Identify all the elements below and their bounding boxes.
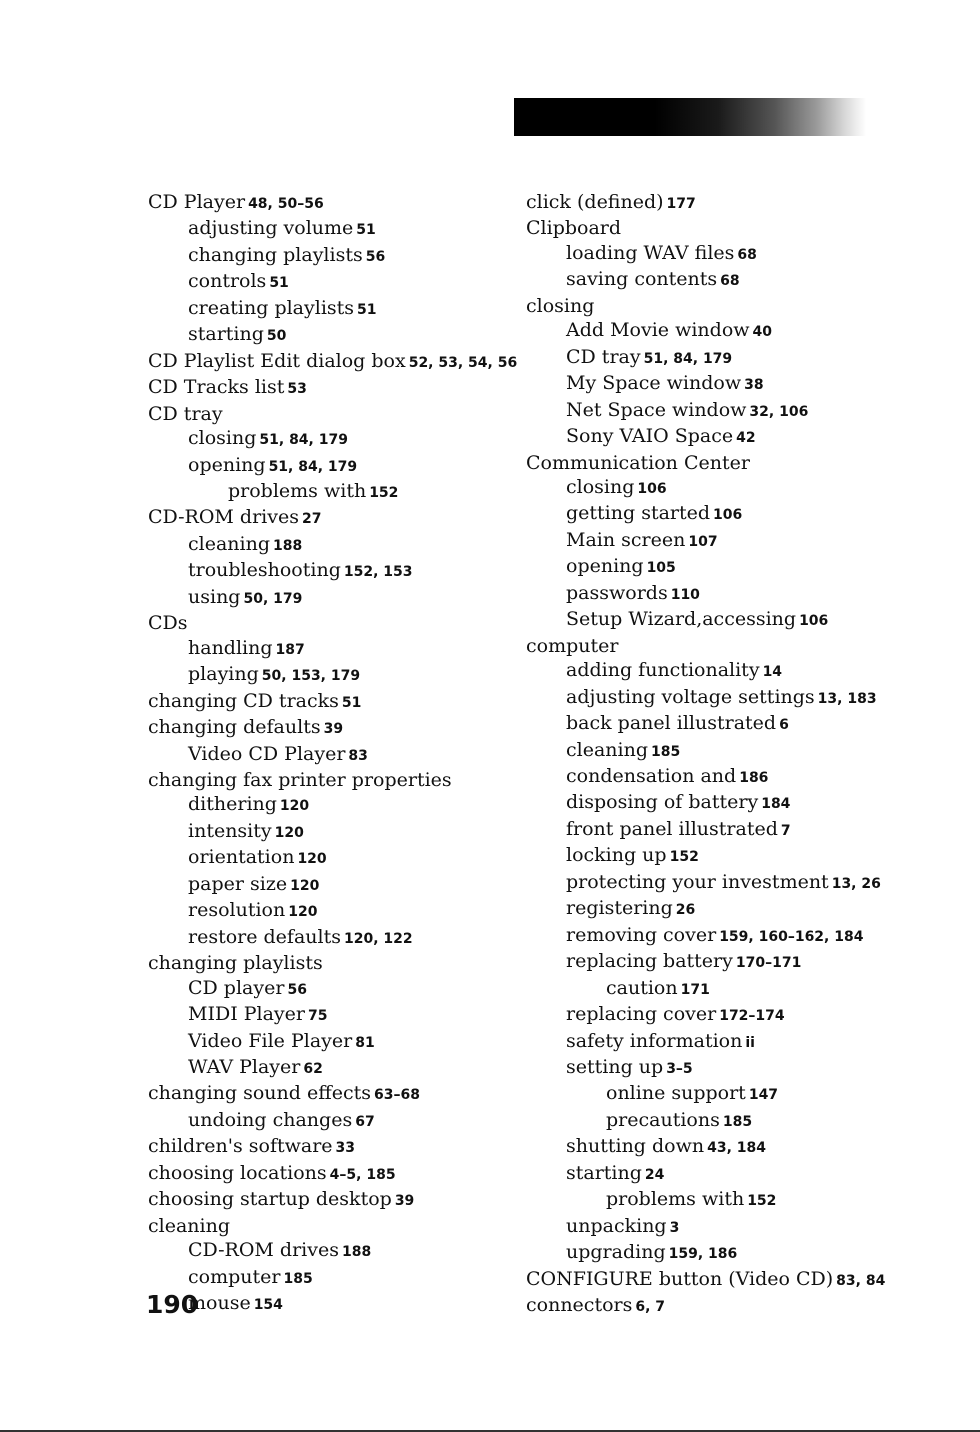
index-term: online support [606,1082,746,1105]
index-term: changing defaults [148,716,321,739]
index-term: protecting your investment [566,870,829,893]
index-page-refs: 51, 84, 179 [259,432,348,449]
index-entry [526,1108,976,1134]
index-entry [148,1161,508,1187]
index-term: troubleshooting [188,559,341,582]
index-column-right [526,190,976,1319]
index-page-refs: 4–5, 185 [329,1166,396,1183]
index-entry [148,1291,508,1317]
index-term: cleaning [188,532,271,555]
index-entry [526,817,976,843]
index-page-refs: 56 [365,248,386,265]
index-term: problems with [228,479,367,502]
index-term: children's software [148,1135,333,1158]
index-page-refs: 147 [748,1087,779,1104]
index-entry [148,532,508,558]
index-term: opening [188,453,266,476]
index-page-refs: 3 [669,1219,680,1236]
index-entry [148,1134,508,1160]
index-entry [148,689,508,715]
index-entry [148,585,508,611]
index-page-refs: 24 [644,1166,665,1183]
index-term: Net Space window [566,398,747,421]
index-page-refs: 39 [323,721,344,738]
index-entry [526,1002,976,1028]
index-page-refs: 68 [720,273,740,290]
index-entry [148,296,508,322]
index-entry [148,742,508,768]
index-page-refs: 172–174 [719,1008,785,1025]
index-entry [526,528,976,554]
index-entry [526,764,976,790]
index-entry [526,634,976,658]
index-term: computer [526,634,619,657]
index-entry [526,843,976,869]
index-entry [526,1187,976,1213]
index-entry [526,294,976,318]
index-entry [148,872,508,898]
index-term: CD tray [148,402,223,425]
index-entry [526,949,976,975]
index-page-refs: 185 [283,1270,313,1287]
index-page-refs: 51, 84, 179 [643,350,733,367]
index-term: Sony VAIO Space [566,425,734,448]
index-entry [148,951,508,975]
index-term: restore defaults [188,925,341,948]
index-page-refs: 38 [744,377,764,394]
index-page-refs: 6, 7 [635,1299,666,1316]
index-term: CD tray [566,345,641,368]
index-entry [148,1002,508,1028]
index-page-refs: 13, 26 [831,875,881,892]
index-page-refs: 83 [348,747,368,764]
index-page-refs: 171 [680,981,710,998]
index-entry [148,1029,508,1055]
index-page-refs: 185 [651,743,681,760]
index-page-refs: 51 [341,694,362,711]
index-entry [148,269,508,295]
index-term: replacing battery [566,950,733,973]
index-term: CD Tracks list [148,376,285,399]
index-page-refs: 184 [761,796,791,813]
index-term: resolution [188,899,286,922]
index-term: cleaning [566,738,649,761]
index-term: My Space window [566,372,742,395]
index-term: computer [188,1265,281,1288]
index-entry [148,426,508,452]
index-page-refs: 67 [355,1113,375,1130]
index-page-refs: 51, 84, 179 [268,458,358,475]
index-term: CD Playlist Edit dialog box [148,349,406,372]
index-page-refs: 50 [266,328,287,345]
index-page-refs: 120 [290,877,320,894]
index-page-refs: 120 [274,824,304,841]
index-page-refs: 152 [747,1193,777,1210]
index-entry [148,819,508,845]
index-term: changing CD tracks [148,689,339,712]
index-term: closing [526,294,595,317]
index-entry [148,402,508,426]
index-term: precautions [606,1108,720,1131]
index-page-refs: 40 [752,324,772,341]
index-term: handling [188,636,273,659]
index-entry [526,896,976,922]
index-term: Setup Wizard,accessing [566,608,797,631]
index-entry [526,267,976,293]
index-entry [148,1187,508,1213]
index-entry [526,711,976,737]
index-page-refs: 159, 160–162, 184 [719,928,864,945]
index-entry [148,216,508,242]
index-entry [526,923,976,949]
index-term: CD player [188,976,285,999]
index-entry [526,790,976,816]
index-entry [148,715,508,741]
index-entry [148,375,508,401]
index-page-refs: 50, 153, 179 [261,668,361,685]
index-term: click (defined) [526,191,664,213]
index-entry [526,1161,976,1187]
index-term: saving contents [566,268,718,291]
index-entry [526,738,976,764]
index-page-refs: 50, 179 [243,590,303,607]
index-page-refs: 13, 183 [817,690,877,707]
index-term: replacing cover [566,1003,717,1026]
index-entry [148,1265,508,1291]
index-entry [526,241,976,267]
index-entry [526,1029,976,1055]
index-term: CD-ROM drives [148,506,299,529]
index-term: choosing startup desktop [148,1188,392,1211]
index-entry [526,398,976,424]
index-term: dithering [188,793,277,816]
index-entry [148,1081,508,1107]
index-term: caution [606,976,678,999]
index-term: changing playlists [188,243,363,266]
index-term: adding functionality [566,659,760,682]
page-number: 190 [146,1290,199,1319]
index-term: closing [188,427,257,450]
index-page-refs: 6 [779,717,789,734]
index-term: CDs [148,612,188,635]
index-term: locking up [566,844,667,867]
index-term: Communication Center [526,451,750,474]
index-term: safety information [566,1029,743,1052]
index-term: Video File Player [188,1029,353,1052]
index-term: creating playlists [188,296,355,319]
index-term: connectors [526,1294,633,1317]
index-term: changing playlists [148,952,323,975]
index-entry [148,925,508,951]
index-entry [148,1238,508,1264]
index-page-refs: 51 [356,222,376,239]
index-page-refs: 120 [288,904,318,921]
index-term: CD Player [148,191,246,213]
index-term: MIDI Player [188,1003,305,1026]
index-term: adjusting voltage settings [566,685,815,708]
index-term: back panel illustrated [566,712,777,735]
index-entry [526,216,976,240]
index-page-refs: 120, 122 [343,930,413,947]
index-term: Video CD Player [188,742,346,765]
index-term: getting started [566,502,711,525]
index-term: paper size [188,872,288,895]
index-page-refs: 42 [736,430,756,447]
index-page-refs: 62 [303,1060,323,1077]
index-entry [148,898,508,924]
index-term: CONFIGURE button (Video CD) [526,1267,834,1290]
index-page-refs: 188 [273,537,303,554]
index-entry [526,1267,976,1293]
index-entry [148,1214,508,1238]
index-page-refs: 188 [341,1244,372,1261]
index-term: Add Movie window [566,319,750,342]
index-term: mouse [188,1292,251,1315]
index-entry [526,424,976,450]
index-entry [148,1108,508,1134]
index-term: CD-ROM drives [188,1239,339,1262]
index-column-left [148,190,518,1317]
index-term: cleaning [148,1214,231,1237]
index-term: unpacking [566,1214,667,1237]
index-term: Main screen [566,528,686,551]
index-entry [526,1214,976,1240]
index-term: changing fax printer properties [148,768,452,791]
index-page-refs: 152 [669,849,699,866]
index-page-refs: 152 [369,484,399,501]
index-term: registering [566,897,673,920]
index-term: intensity [188,819,272,842]
index-entry [148,453,508,479]
index-entry [148,1055,508,1081]
index-term: setting up [566,1055,664,1078]
index-term: using [188,585,241,608]
index-page-refs: 120 [297,851,327,868]
index-term: starting [188,323,264,346]
index-page-refs: 154 [253,1297,283,1314]
index-entry [526,1240,976,1266]
index-page-refs: 107 [688,533,718,550]
index-entry [148,662,508,688]
index-entry [526,451,976,475]
index-page-refs: 106 [713,507,743,524]
index-page-refs: 187 [275,641,305,658]
index-page-refs: 120 [279,798,310,815]
index-entry [526,475,976,501]
index-term: front panel illustrated [566,817,778,840]
index-entry [526,554,976,580]
index-page-refs: 39 [394,1193,415,1210]
index-entry [148,792,508,818]
index-page-refs: 48, 50–56 [248,196,324,212]
index-term: problems with [606,1188,745,1211]
index-entry [526,1055,976,1081]
index-page-refs: 52, 53, 54, 56 [408,354,518,371]
index-page-refs: 177 [666,196,696,212]
index-entry [148,558,508,584]
index-page-refs: 170–171 [735,955,802,972]
index-entry [148,190,508,216]
index-entry [526,976,976,1002]
index-page-refs: 43, 184 [707,1140,767,1157]
index-entry [148,636,508,662]
index-page-refs: 81 [355,1034,375,1051]
index-page-refs: 186 [739,769,769,786]
index-entry [526,1134,976,1160]
index-entry [148,243,508,269]
index-term: opening [566,555,644,578]
index-term: loading WAV files [566,241,735,264]
index-term: upgrading [566,1241,666,1264]
index-term: Clipboard [526,217,622,240]
index-term: playing [188,663,259,686]
index-entry [526,190,976,216]
index-entry [148,322,508,348]
index-page-refs: 106 [637,480,667,497]
index-entry [526,658,976,684]
index-entry [526,1293,976,1319]
index-term: orientation [188,846,295,869]
index-term: controls [188,270,267,293]
index-page-refs: 75 [308,1008,328,1025]
index-term: shutting down [566,1135,705,1158]
index-term: changing sound effects [148,1082,371,1105]
index-entry [526,870,976,896]
index-entry [148,768,508,792]
index-entry [526,371,976,397]
index-term: passwords [566,581,668,604]
index-page-refs: 51 [269,275,289,292]
index-entry [526,345,976,371]
header-bar [514,98,866,136]
index-term: adjusting volume [188,217,354,240]
index-page-refs: 14 [762,664,783,681]
index-page-refs: 27 [301,511,322,528]
index-page-refs: 152, 153 [343,564,413,581]
index-entry [148,976,508,1002]
index-entry [148,505,508,531]
index-term: undoing changes [188,1108,353,1131]
index-term: condensation and [566,764,737,787]
index-page-refs: 185 [722,1113,753,1130]
index-page-refs: 83, 84 [836,1272,886,1289]
index-term: removing cover [566,923,717,946]
index-entry [526,1081,976,1107]
index-term: choosing locations [148,1161,327,1184]
index-page-refs: 32, 106 [749,403,809,420]
index-page-refs: 159, 186 [668,1246,738,1263]
index-page-refs: 3–5 [666,1060,693,1077]
index-page-refs: 33 [335,1140,356,1157]
index-page-refs: 56 [287,981,307,998]
index-page-refs: 105 [646,560,676,577]
index-term: starting [566,1161,642,1184]
index-page-refs: 51 [357,301,377,318]
index-entry [526,607,976,633]
index-entry [148,479,508,505]
index-entry [148,611,508,635]
index-entry [148,349,518,375]
index-page-refs: 68 [737,246,757,263]
index-entry [526,318,976,344]
index-entry [526,501,976,527]
index-page-refs: 26 [675,902,696,919]
index-page-refs: 63–68 [374,1087,420,1104]
index-term: closing [566,475,635,498]
index-page-refs: 7 [780,822,791,839]
index-term: WAV Player [188,1055,301,1078]
index-page-refs: 106 [799,613,829,630]
index-entry [148,845,508,871]
index-entry [526,685,976,711]
index-page-refs: ii [745,1034,755,1051]
index-page-refs: 53 [287,381,307,398]
index-term: disposing of battery [566,791,759,814]
index-entry [526,581,976,607]
index-page-refs: 110 [670,586,700,603]
